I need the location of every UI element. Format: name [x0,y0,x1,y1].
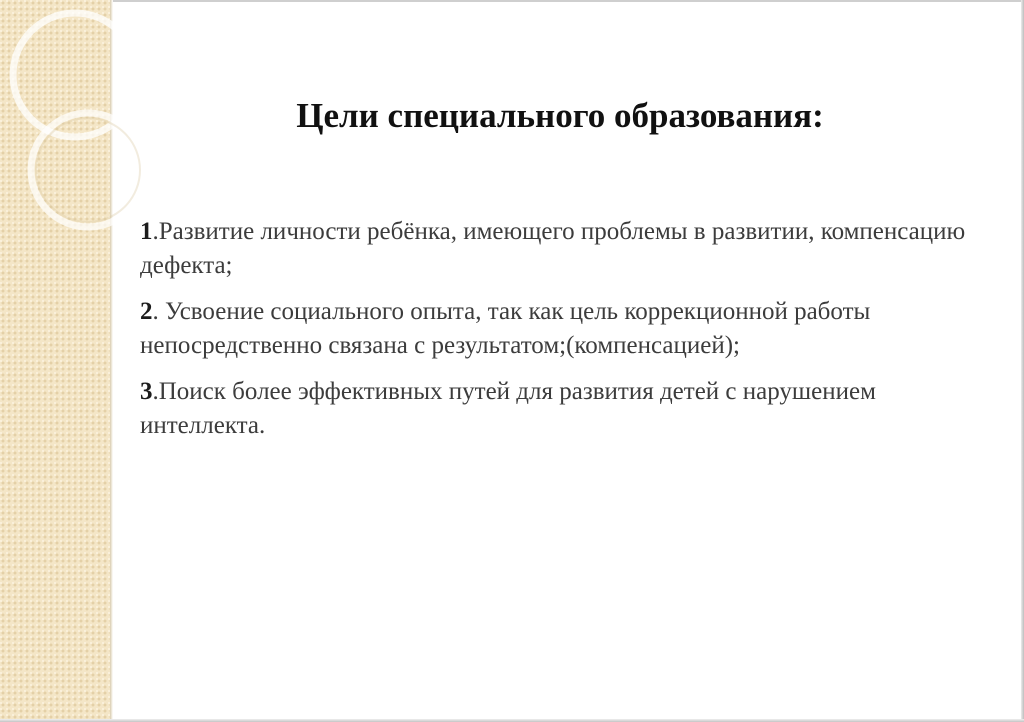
goal-item-2 [140,295,980,363]
goal-text: .Развитие личности ребёнка, имеющего проблемы в развитии, компенсацию дефекта; [140,218,966,279]
goal-number: 3 [140,378,153,405]
goal-item-3 [140,375,980,443]
goal-item-1 [140,215,980,283]
small-ring [31,113,145,227]
goal-text: . Усвоение социального опыта, так как цель коррекционной работы непосредственно связана с результатом;(компенсацией); [140,298,871,359]
goal-number: 2 [140,298,153,325]
slide-title: Цели специального образования: [296,96,824,135]
goal-text: .Поиск более эффективных путей для развития детей с нарушением интеллекта. [140,378,876,439]
goals-list [140,215,980,455]
goal-number: 1 [140,218,153,245]
